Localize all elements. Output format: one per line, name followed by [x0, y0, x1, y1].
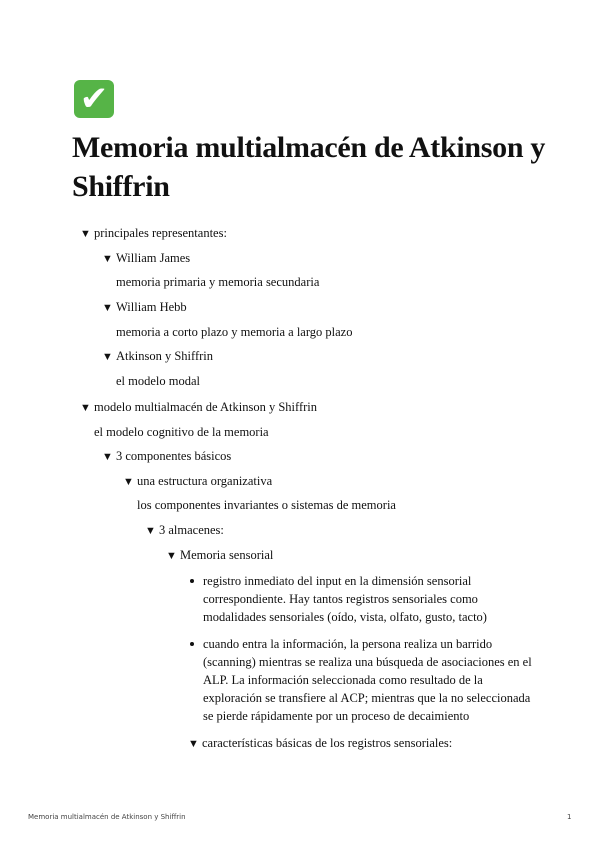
- toggle-item-caracteristicas[interactable]: [188, 734, 452, 753]
- list-item-line: se pierde rápidamente por un proceso de decaimiento: [203, 709, 470, 723]
- triangle-down-icon[interactable]: ▼: [80, 228, 91, 240]
- footer-doc-name: Memoria multialmacén de Atkinson y Shiffrin: [28, 813, 186, 821]
- triangle-down-icon[interactable]: ▼: [188, 738, 199, 750]
- triangle-down-icon[interactable]: ▼: [102, 351, 113, 363]
- toggle-item-modelo-multialmacen[interactable]: [80, 398, 317, 417]
- toggle-content: el modelo modal: [116, 374, 201, 388]
- toggle-item-william-hebb[interactable]: [102, 298, 187, 317]
- toggle-item-memoria-sensorial[interactable]: [166, 546, 273, 565]
- triangle-down-icon[interactable]: ▼: [166, 550, 177, 562]
- check-mark-icon: ✔: [74, 80, 114, 118]
- footer-page-number: 1: [567, 813, 572, 821]
- bullet-dot-icon: [190, 642, 194, 646]
- toggle-label: modelo multialmacén de Atkinson y Shiffrin: [94, 400, 318, 414]
- list-item-line: ALP. La información seleccionada como resultado de la: [203, 673, 483, 687]
- toggle-item-atkinson-shiffrin[interactable]: [102, 347, 213, 366]
- bullet-dot-icon: [190, 579, 194, 583]
- toggle-content: el modelo cognitivo de la memoria: [94, 425, 269, 439]
- toggle-label: principales representantes:: [94, 226, 227, 240]
- list-item-line: (scanning) mientras se realiza una búsqueda de asociaciones en el: [203, 655, 532, 669]
- toggle-label: 3 componentes básicos: [116, 449, 232, 463]
- triangle-down-icon[interactable]: ▼: [145, 525, 156, 537]
- toggle-label: William James: [116, 251, 191, 265]
- triangle-down-icon[interactable]: ▼: [80, 402, 91, 414]
- toggle-content: los componentes invariantes o sistemas de memoria: [137, 498, 396, 512]
- toggle-item-3-almacenes[interactable]: [145, 521, 224, 540]
- toggle-label: características básicas de los registros sensoriales:: [202, 736, 453, 750]
- toggle-content: memoria a corto plazo y memoria a largo plazo: [116, 325, 353, 339]
- toggle-item-william-james[interactable]: [102, 249, 190, 268]
- toggle-item-estructura-organizativa[interactable]: [123, 472, 272, 491]
- toggle-item-principales[interactable]: [80, 224, 227, 243]
- triangle-down-icon[interactable]: ▼: [102, 253, 113, 265]
- page-title: Memoria multialmacén de Atkinson y Shiffrin: [72, 131, 546, 203]
- list-item-line: registro inmediato del input en la dimensión sensorial: [203, 574, 472, 588]
- triangle-down-icon[interactable]: ▼: [102, 451, 113, 463]
- toggle-label: William Hebb: [116, 300, 187, 314]
- list-item-line: correspondiente. Hay tantos registros sensoriales como: [203, 592, 478, 606]
- list-item-line: cuando entra la información, la persona realiza un barrido: [203, 637, 493, 651]
- toggle-label: 3 almacenes:: [159, 523, 224, 537]
- toggle-item-3-componentes[interactable]: [102, 447, 231, 466]
- list-item-line: exploración se transfiere al ACP; mientras que la no seleccionada: [203, 691, 531, 705]
- toggle-content: memoria primaria y memoria secundaria: [116, 275, 320, 289]
- list-item-line: modalidades sensoriales (oído, vista, olfato, gusto, tacto): [203, 610, 487, 624]
- toggle-label: Memoria sensorial: [180, 548, 274, 562]
- toggle-label: una estructura organizativa: [137, 474, 273, 488]
- triangle-down-icon[interactable]: ▼: [123, 476, 134, 488]
- toggle-label: Atkinson y Shiffrin: [116, 349, 213, 363]
- triangle-down-icon[interactable]: ▼: [102, 302, 113, 314]
